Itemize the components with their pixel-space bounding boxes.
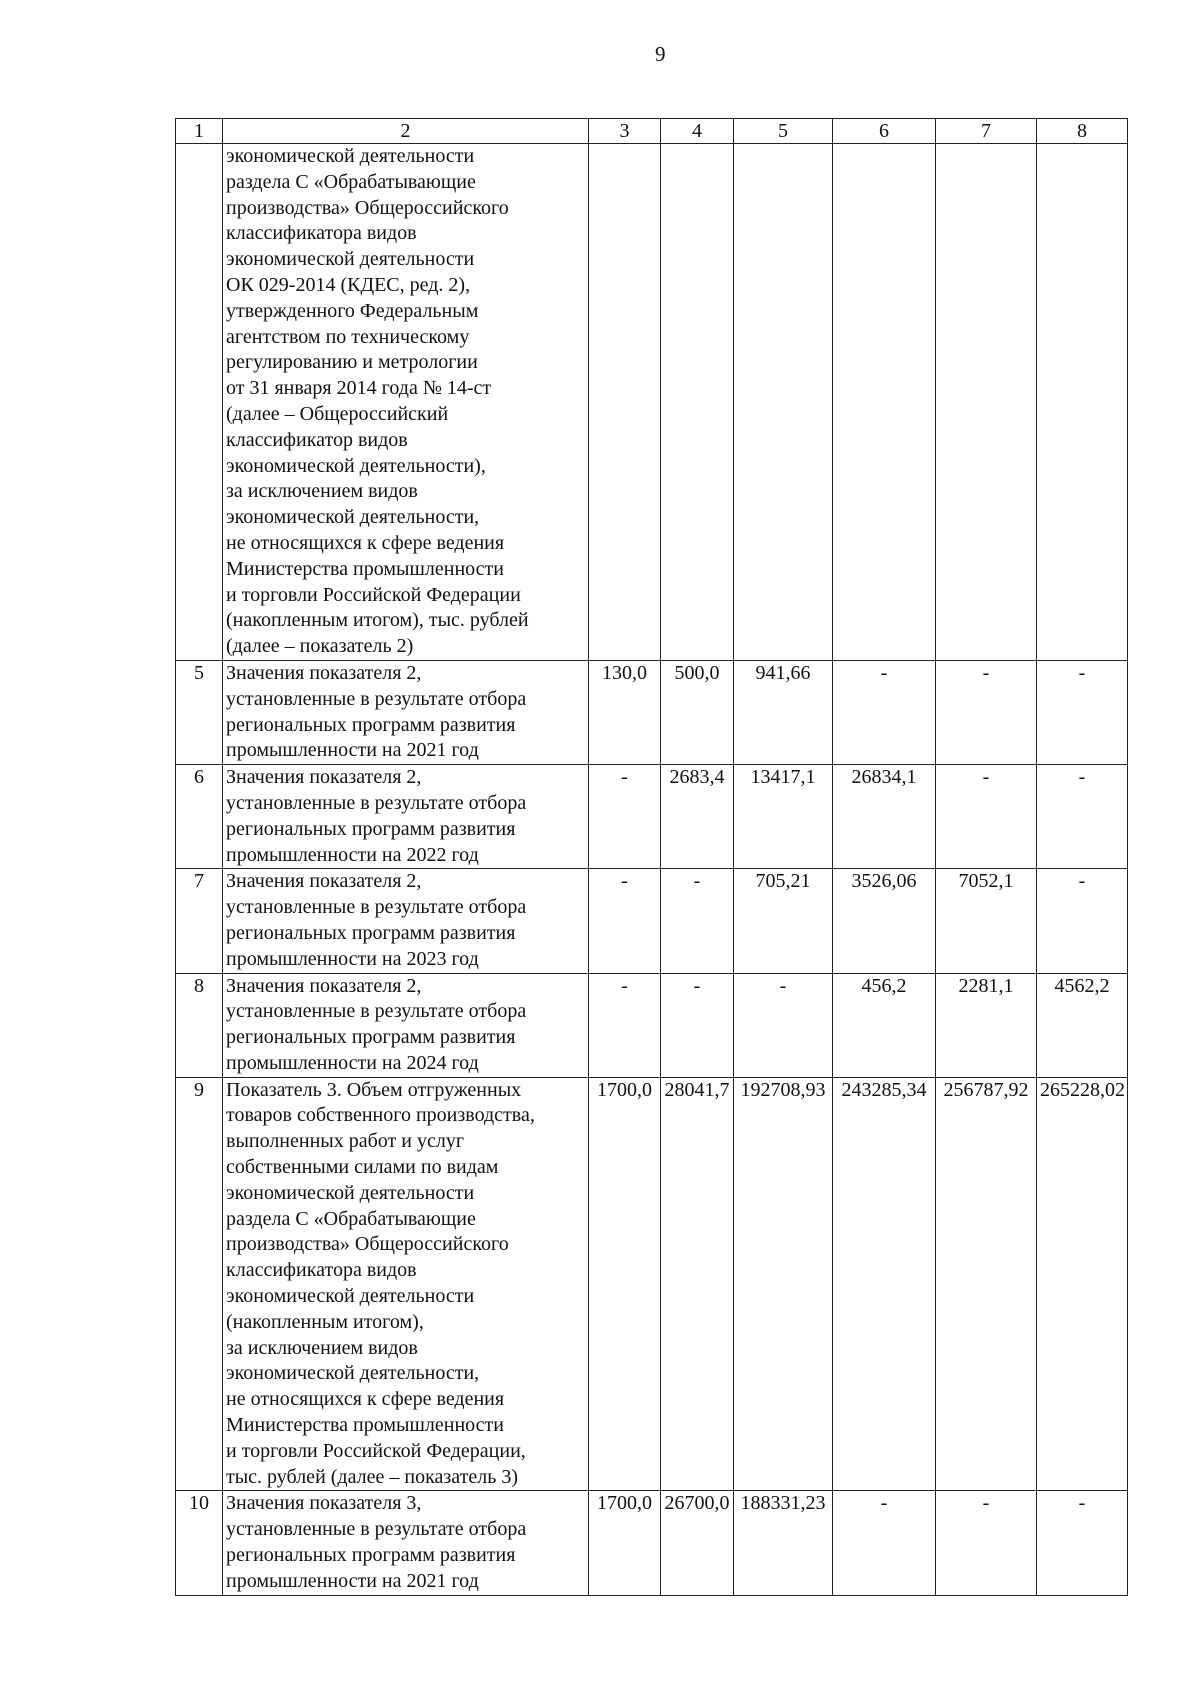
description-line: ОК 029-2014 (КДЕС, ред. 2), bbox=[226, 273, 471, 296]
description-line: Значения показателя 3, bbox=[226, 1492, 422, 1515]
value-cell: 243285,34 bbox=[833, 1077, 936, 1491]
header-cell: 5 bbox=[734, 119, 833, 144]
value-cell: - bbox=[589, 973, 661, 1077]
description-line: экономической деятельности bbox=[226, 1181, 475, 1204]
value-cell: - bbox=[734, 973, 833, 1077]
value-cell: 13417,1 bbox=[734, 765, 833, 869]
description-line: (далее – Общероссийский bbox=[226, 402, 449, 425]
value-cell: - bbox=[1037, 1491, 1128, 1595]
header-cell: 1 bbox=[176, 119, 223, 144]
value-cell: 26700,0 bbox=[661, 1491, 734, 1595]
description-line: промышленности на 2022 год bbox=[226, 843, 479, 866]
value-cell: - bbox=[936, 1491, 1037, 1595]
description-line: классификатора видов bbox=[226, 1259, 417, 1282]
description-line: собственными силами по видам bbox=[226, 1156, 499, 1179]
value-cell: - bbox=[936, 765, 1037, 869]
value-cell: - bbox=[589, 869, 661, 973]
description-line: товаров собственного производства, bbox=[226, 1104, 535, 1127]
value-cell: - bbox=[661, 869, 734, 973]
description-line: за исключением видов bbox=[226, 1336, 418, 1359]
value-cell: 2281,1 bbox=[936, 973, 1037, 1077]
header-cell: 6 bbox=[833, 119, 936, 144]
description-line: Значения показателя 2, bbox=[226, 766, 422, 789]
row-number bbox=[176, 144, 223, 661]
row-number: 6 bbox=[176, 765, 223, 869]
value-cell: 188331,23 bbox=[734, 1491, 833, 1595]
page-number: 9 bbox=[655, 42, 666, 66]
description-line: региональных программ развития bbox=[226, 1026, 516, 1049]
description-line: установленные в результате отбора bbox=[226, 687, 527, 710]
table-row bbox=[176, 1077, 1128, 1491]
description-line: Министерства промышленности bbox=[226, 557, 504, 580]
description-line: промышленности на 2024 год bbox=[226, 1051, 479, 1074]
value-cell: 500,0 bbox=[661, 660, 734, 764]
value-cell: - bbox=[936, 660, 1037, 764]
value-cell: - bbox=[589, 765, 661, 869]
value-cell: 192708,93 bbox=[734, 1077, 833, 1491]
description-line: установленные в результате отбора bbox=[226, 791, 527, 814]
value-cell: 2683,4 bbox=[661, 765, 734, 869]
row-description bbox=[223, 144, 589, 661]
description-line: Показатель 3. Объем отгруженных bbox=[226, 1078, 522, 1101]
description-line: и торговли Российской Федерации bbox=[226, 583, 521, 606]
value-cell bbox=[1037, 144, 1128, 661]
description-line: региональных программ развития bbox=[226, 921, 516, 944]
description-line: экономической деятельности, bbox=[226, 506, 480, 529]
description-line: промышленности на 2021 год bbox=[226, 1569, 479, 1592]
table-row bbox=[176, 1491, 1128, 1595]
value-cell: 456,2 bbox=[833, 973, 936, 1077]
description-line: установленные в результате отбора bbox=[226, 1000, 527, 1023]
description-line: утвержденного Федеральным bbox=[226, 299, 479, 322]
row-number: 7 bbox=[176, 869, 223, 973]
header-cell: 2 bbox=[223, 119, 589, 144]
value-cell: 1700,0 bbox=[589, 1491, 661, 1595]
description-line: экономической деятельности bbox=[226, 1285, 475, 1308]
description-line: региональных программ развития bbox=[226, 817, 516, 840]
value-cell bbox=[589, 144, 661, 661]
row-number: 8 bbox=[176, 973, 223, 1077]
row-description bbox=[223, 869, 589, 973]
value-cell: 1700,0 bbox=[589, 1077, 661, 1491]
value-cell: - bbox=[1037, 660, 1128, 764]
description-line: региональных программ развития bbox=[226, 713, 516, 736]
value-cell: 28041,7 bbox=[661, 1077, 734, 1491]
table-row bbox=[176, 765, 1128, 869]
description-line: региональных программ развития bbox=[226, 1544, 516, 1567]
value-cell: 705,21 bbox=[734, 869, 833, 973]
description-line: экономической деятельности bbox=[226, 145, 475, 167]
value-cell: 7052,1 bbox=[936, 869, 1037, 973]
indicators-table bbox=[175, 118, 1128, 1596]
description-line: промышленности на 2023 год bbox=[226, 947, 479, 970]
table-row bbox=[176, 660, 1128, 764]
row-description bbox=[223, 765, 589, 869]
description-line: экономической деятельности bbox=[226, 248, 475, 271]
value-cell bbox=[936, 144, 1037, 661]
value-cell: - bbox=[661, 973, 734, 1077]
table-row bbox=[176, 869, 1128, 973]
description-line: Министерства промышленности bbox=[226, 1414, 504, 1437]
description-line: (накопленным итогом), тыс. рублей bbox=[226, 609, 529, 632]
value-cell: 4562,2 bbox=[1037, 973, 1128, 1077]
description-line: тыс. рублей (далее – показатель 3) bbox=[226, 1465, 519, 1488]
row-number: 10 bbox=[176, 1491, 223, 1595]
description-line: производства» Общероссийского bbox=[226, 196, 509, 219]
row-description bbox=[223, 973, 589, 1077]
description-line: экономической деятельности, bbox=[226, 1362, 480, 1385]
header-row bbox=[176, 119, 1128, 144]
header-cell: 4 bbox=[661, 119, 734, 144]
description-line: агентством по техническому bbox=[226, 325, 470, 348]
description-line: (накопленным итогом), bbox=[226, 1310, 424, 1333]
description-line: классификатор видов bbox=[226, 428, 408, 451]
description-line: выполненных работ и услуг bbox=[226, 1130, 465, 1153]
value-cell bbox=[661, 144, 734, 661]
description-line: производства» Общероссийского bbox=[226, 1233, 509, 1256]
value-cell: 256787,92 bbox=[936, 1077, 1037, 1491]
description-line: и торговли Российской Федерации, bbox=[226, 1439, 526, 1462]
description-line: не относящихся к сфере ведения bbox=[226, 1388, 505, 1411]
value-cell: 941,66 bbox=[734, 660, 833, 764]
row-number: 5 bbox=[176, 660, 223, 764]
description-line: Значения показателя 2, bbox=[226, 974, 422, 997]
value-cell bbox=[734, 144, 833, 661]
description-line: раздела С «Обрабатывающие bbox=[226, 1207, 476, 1230]
value-cell: - bbox=[833, 1491, 936, 1595]
row-description bbox=[223, 1077, 589, 1491]
description-line: от 31 января 2014 года № 14-ст bbox=[226, 377, 492, 400]
description-line: промышленности на 2021 год bbox=[226, 739, 479, 762]
row-description bbox=[223, 1491, 589, 1595]
description-line: за исключением видов bbox=[226, 480, 418, 503]
value-cell: - bbox=[833, 660, 936, 764]
description-line: установленные в результате отбора bbox=[226, 896, 527, 919]
value-cell: - bbox=[1037, 869, 1128, 973]
value-cell: 130,0 bbox=[589, 660, 661, 764]
row-number: 9 bbox=[176, 1077, 223, 1491]
value-cell: - bbox=[1037, 765, 1128, 869]
header-cell: 3 bbox=[589, 119, 661, 144]
value-cell: 3526,06 bbox=[833, 869, 936, 973]
header-cell: 7 bbox=[936, 119, 1037, 144]
description-line: регулированию и метрологии bbox=[226, 351, 478, 374]
description-line: (далее – показатель 2) bbox=[226, 635, 414, 658]
row-description bbox=[223, 660, 589, 764]
description-line: установленные в результате отбора bbox=[226, 1518, 527, 1541]
value-cell: 26834,1 bbox=[833, 765, 936, 869]
value-cell: 265228,02 bbox=[1037, 1077, 1128, 1491]
value-cell bbox=[833, 144, 936, 661]
description-line: Значения показателя 2, bbox=[226, 661, 422, 684]
description-line: классификатора видов bbox=[226, 222, 417, 245]
description-line: раздела С «Обрабатывающие bbox=[226, 170, 476, 193]
description-line: не относящихся к сфере ведения bbox=[226, 531, 505, 554]
table-row bbox=[176, 144, 1128, 661]
header-cell: 8 bbox=[1037, 119, 1128, 144]
table-row bbox=[176, 973, 1128, 1077]
description-line: Значения показателя 2, bbox=[226, 870, 422, 893]
description-line: экономической деятельности), bbox=[226, 454, 486, 477]
